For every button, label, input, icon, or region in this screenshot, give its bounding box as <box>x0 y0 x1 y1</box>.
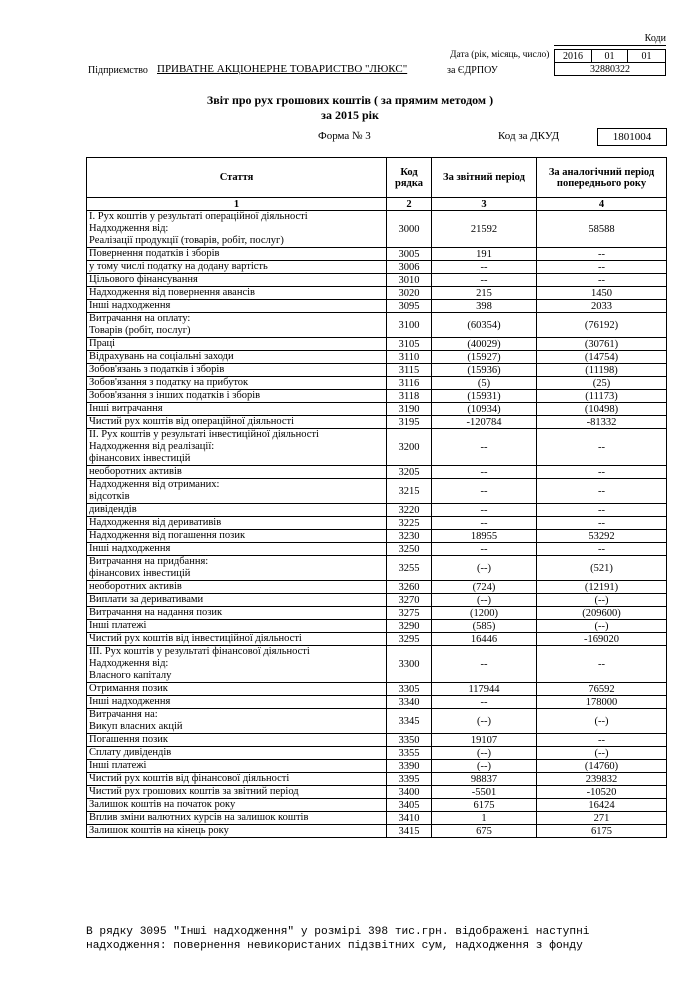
row-article <box>87 683 387 696</box>
row-current-value: -- <box>432 517 537 530</box>
row-code: 3215 <box>387 479 432 504</box>
table-row <box>87 338 667 351</box>
row-article <box>87 633 387 646</box>
row-previous-value: -- <box>537 734 667 747</box>
table-row <box>87 287 667 300</box>
row-code: 3116 <box>387 377 432 390</box>
report-title: Звіт про рух грошових коштів ( за прямим методом ) <box>206 93 494 107</box>
row-article <box>87 248 387 261</box>
row-article <box>87 479 387 504</box>
header-previous: За аналогічний період попереднього року <box>537 158 667 198</box>
row-previous-value: (--) <box>537 709 667 734</box>
row-article <box>87 556 387 581</box>
row-article-line: Надходження від отриманих: <box>89 479 220 490</box>
row-article <box>87 581 387 594</box>
table-row <box>87 517 667 530</box>
row-article-line: Реалізації продукції (товарів, робіт, послуг) <box>89 235 284 246</box>
row-current-value: 98837 <box>432 773 537 786</box>
table-row <box>87 556 667 581</box>
table-row <box>87 364 667 377</box>
table-row <box>87 709 667 734</box>
row-previous-value: 58588 <box>537 211 667 248</box>
row-current-value: (60354) <box>432 313 537 338</box>
row-code: 3095 <box>387 300 432 313</box>
enterprise-name: ПРИВАТНЕ АКЦІОНЕРНЕ ТОВАРИСТВО "ЛЮКС" <box>157 63 408 75</box>
row-previous-value: -- <box>537 429 667 466</box>
row-previous-value: -- <box>537 517 667 530</box>
row-code: 3115 <box>387 364 432 377</box>
row-previous-value: 16424 <box>537 799 667 812</box>
row-previous-value: 6175 <box>537 825 667 838</box>
row-current-value: 21592 <box>432 211 537 248</box>
row-code: 3200 <box>387 429 432 466</box>
row-previous-value: (30761) <box>537 338 667 351</box>
footnote-line-1: В рядку 3095 "Інші надходження" у розмірі 398 тис.грн. відображені наступні <box>86 926 590 938</box>
row-code: 3005 <box>387 248 432 261</box>
row-article <box>87 709 387 734</box>
row-article-line: Інші платежі <box>89 760 147 771</box>
row-article-line: Інші надходження <box>89 300 171 311</box>
row-code: 3225 <box>387 517 432 530</box>
dkud-value: 1801004 <box>597 128 667 146</box>
enterprise-label: Підприємство <box>88 65 148 76</box>
row-code: 3190 <box>387 403 432 416</box>
table-row <box>87 416 667 429</box>
row-code: 3340 <box>387 696 432 709</box>
row-article <box>87 211 387 248</box>
row-article <box>87 594 387 607</box>
table-row <box>87 429 667 466</box>
row-code: 3275 <box>387 607 432 620</box>
row-article-line: Залишок коштів на початок року <box>89 799 236 810</box>
row-previous-value: (209600) <box>537 607 667 620</box>
dkud-label: Код за ДКУД <box>498 130 560 142</box>
row-previous-value: (76192) <box>537 313 667 338</box>
row-current-value: (5) <box>432 377 537 390</box>
row-previous-value: 53292 <box>537 530 667 543</box>
row-current-value: 18955 <box>432 530 537 543</box>
row-article <box>87 377 387 390</box>
table-row <box>87 351 667 364</box>
col-number: 2 <box>387 198 432 211</box>
table-row <box>87 466 667 479</box>
row-article <box>87 466 387 479</box>
row-current-value: 1 <box>432 812 537 825</box>
row-current-value: (--) <box>432 594 537 607</box>
row-article <box>87 607 387 620</box>
table-row <box>87 390 667 403</box>
row-previous-value: (--) <box>537 594 667 607</box>
row-code: 3118 <box>387 390 432 403</box>
row-current-value: (724) <box>432 581 537 594</box>
row-article-line: Чистий рух коштів від операційної діяльності <box>89 416 295 427</box>
row-current-value: 215 <box>432 287 537 300</box>
row-article <box>87 287 387 300</box>
row-article-line: ІІІ. Рух коштів у результаті фінансової діяльності <box>89 646 310 657</box>
row-current-value: (585) <box>432 620 537 633</box>
row-code: 3195 <box>387 416 432 429</box>
form-number: Форма № 3 <box>318 130 371 142</box>
row-article-line: Витрачання на: <box>89 709 158 720</box>
row-code: 3110 <box>387 351 432 364</box>
row-article <box>87 812 387 825</box>
table-row <box>87 734 667 747</box>
row-previous-value: 76592 <box>537 683 667 696</box>
row-code: 3255 <box>387 556 432 581</box>
row-current-value: -120784 <box>432 416 537 429</box>
row-current-value: (--) <box>432 556 537 581</box>
row-previous-value: 239832 <box>537 773 667 786</box>
table-row <box>87 646 667 683</box>
row-current-value: (1200) <box>432 607 537 620</box>
row-article <box>87 403 387 416</box>
row-article-line: Надходження від повернення авансів <box>89 287 255 298</box>
row-current-value: -- <box>432 429 537 466</box>
row-article-line: Чистий рух коштів від інвестиційної діяльності <box>89 633 302 644</box>
date-year: 2016 <box>555 50 592 63</box>
row-previous-value: 1450 <box>537 287 667 300</box>
row-previous-value: -- <box>537 646 667 683</box>
row-current-value: -- <box>432 261 537 274</box>
row-article <box>87 696 387 709</box>
row-article <box>87 313 387 338</box>
header-code: Код рядка <box>387 158 432 198</box>
row-current-value: -- <box>432 543 537 556</box>
row-article-line: Зобов'язання з податку на прибуток <box>89 377 249 388</box>
codes-label: Коди <box>644 33 666 44</box>
row-previous-value: (14754) <box>537 351 667 364</box>
row-previous-value: -- <box>537 248 667 261</box>
row-previous-value: (11173) <box>537 390 667 403</box>
table-row <box>87 633 667 646</box>
row-article <box>87 825 387 838</box>
row-previous-value: -10520 <box>537 786 667 799</box>
row-previous-value: -- <box>537 479 667 504</box>
date-label: Дата (рік, місяць, число) <box>450 50 550 60</box>
row-article-line: Зобов'язання з інших податків і зборів <box>89 390 261 401</box>
row-code: 3395 <box>387 773 432 786</box>
row-current-value: -- <box>432 466 537 479</box>
row-article <box>87 773 387 786</box>
row-article-line: Надходження від реалізації: <box>89 441 215 452</box>
row-code: 3020 <box>387 287 432 300</box>
row-code: 3400 <box>387 786 432 799</box>
row-code: 3305 <box>387 683 432 696</box>
footnote-line-2: надходження: повернення невикористаних підзвітних сум, надходження з фонду <box>86 940 583 952</box>
row-current-value: 19107 <box>432 734 537 747</box>
row-current-value: 398 <box>432 300 537 313</box>
row-article-line: Повернення податків і зборів <box>89 248 220 259</box>
row-current-value: -- <box>432 504 537 517</box>
col-number: 3 <box>432 198 537 211</box>
row-article <box>87 429 387 466</box>
row-previous-value: -- <box>537 543 667 556</box>
row-article-line: Отримання позик <box>89 683 168 694</box>
row-previous-value: -- <box>537 466 667 479</box>
row-current-value: (15927) <box>432 351 537 364</box>
table-row <box>87 747 667 760</box>
row-current-value: 6175 <box>432 799 537 812</box>
row-article-line: Відрахувань на соціальні заходи <box>89 351 234 362</box>
table-row <box>87 504 667 517</box>
row-code: 3100 <box>387 313 432 338</box>
table-row <box>87 530 667 543</box>
row-article-line: ІІ. Рух коштів у результаті інвестиційної діяльності <box>89 429 319 440</box>
table-row <box>87 594 667 607</box>
row-article <box>87 390 387 403</box>
table-row <box>87 773 667 786</box>
table-row <box>87 799 667 812</box>
row-previous-value: (11198) <box>537 364 667 377</box>
row-code: 3270 <box>387 594 432 607</box>
row-article <box>87 543 387 556</box>
row-previous-value: 2033 <box>537 300 667 313</box>
row-current-value: -- <box>432 479 537 504</box>
edrpou-value: 32880322 <box>555 63 666 76</box>
row-code: 3000 <box>387 211 432 248</box>
header-article: Стаття <box>87 158 387 198</box>
row-article-line: Праці <box>89 338 116 349</box>
header-current: За звітний період <box>432 158 537 198</box>
row-code: 3415 <box>387 825 432 838</box>
row-article-line: Інші надходження <box>89 543 171 554</box>
row-article-line: Чистий рух грошових коштів за звітний період <box>89 786 299 797</box>
table-row <box>87 825 667 838</box>
row-article <box>87 300 387 313</box>
row-previous-value: -169020 <box>537 633 667 646</box>
table-row <box>87 248 667 261</box>
row-previous-value: (14760) <box>537 760 667 773</box>
row-article-line: Надходження від погашення позик <box>89 530 246 541</box>
row-current-value: 16446 <box>432 633 537 646</box>
row-code: 3230 <box>387 530 432 543</box>
row-current-value: -- <box>432 274 537 287</box>
row-current-value: (--) <box>432 760 537 773</box>
row-code: 3295 <box>387 633 432 646</box>
table-row <box>87 300 667 313</box>
date-month: 01 <box>592 50 628 63</box>
row-previous-value: -- <box>537 504 667 517</box>
cash-flow-table <box>86 157 667 838</box>
row-article-line: Залишок коштів на кінець року <box>89 825 229 836</box>
row-code: 3006 <box>387 261 432 274</box>
row-current-value: 191 <box>432 248 537 261</box>
table-row <box>87 479 667 504</box>
row-previous-value: -- <box>537 261 667 274</box>
table-row <box>87 543 667 556</box>
row-article <box>87 734 387 747</box>
row-code: 3345 <box>387 709 432 734</box>
table-row <box>87 211 667 248</box>
table-row <box>87 261 667 274</box>
row-article <box>87 786 387 799</box>
row-code: 3205 <box>387 466 432 479</box>
row-previous-value: (10498) <box>537 403 667 416</box>
row-article-line: Зобов'язань з податків і зборів <box>89 364 225 375</box>
row-current-value: (15931) <box>432 390 537 403</box>
report-period: за 2015 рік <box>321 108 379 122</box>
row-code: 3390 <box>387 760 432 773</box>
row-code: 3105 <box>387 338 432 351</box>
col-number: 1 <box>87 198 387 211</box>
row-article-line: Сплату дивідендів <box>89 747 172 758</box>
row-code: 3010 <box>387 274 432 287</box>
table-row <box>87 377 667 390</box>
row-article-line: Виплати за деривативами <box>89 594 204 605</box>
row-article <box>87 364 387 377</box>
row-code: 3250 <box>387 543 432 556</box>
row-code: 3405 <box>387 799 432 812</box>
col-number: 4 <box>537 198 667 211</box>
row-article <box>87 747 387 760</box>
table-row <box>87 607 667 620</box>
row-article-line: Товарів (робіт, послуг) <box>89 325 191 336</box>
row-article-line: Витрачання на надання позик <box>89 607 223 618</box>
row-previous-value: 178000 <box>537 696 667 709</box>
row-code: 3260 <box>387 581 432 594</box>
table-row <box>87 403 667 416</box>
row-current-value: (40029) <box>432 338 537 351</box>
row-article-line: фінансових інвестицій <box>89 453 191 464</box>
row-article-line: необоротних активів <box>89 581 182 592</box>
row-current-value: -- <box>432 646 537 683</box>
row-article-line: Викуп власних акцій <box>89 721 183 732</box>
row-previous-value: -- <box>537 274 667 287</box>
row-current-value: 117944 <box>432 683 537 696</box>
row-article-line: фінансових інвестицій <box>89 568 191 579</box>
row-article <box>87 338 387 351</box>
row-current-value: 675 <box>432 825 537 838</box>
row-article <box>87 620 387 633</box>
row-code: 3220 <box>387 504 432 517</box>
codes-divider <box>554 45 666 46</box>
table-row <box>87 786 667 799</box>
table-row <box>87 620 667 633</box>
row-article-line: Погашення позик <box>89 734 168 745</box>
row-current-value: -- <box>432 696 537 709</box>
row-code: 3355 <box>387 747 432 760</box>
table-row <box>87 313 667 338</box>
row-code: 3350 <box>387 734 432 747</box>
row-article <box>87 646 387 683</box>
table-row <box>87 683 667 696</box>
row-code: 3410 <box>387 812 432 825</box>
row-article <box>87 530 387 543</box>
date-day: 01 <box>628 50 666 63</box>
row-previous-value: 271 <box>537 812 667 825</box>
footnote <box>86 925 686 953</box>
row-article-line: Власного капіталу <box>89 670 172 681</box>
row-article-line: Надходження від деривативів <box>89 517 222 528</box>
row-article <box>87 504 387 517</box>
row-article <box>87 799 387 812</box>
row-article-line: необоротних активів <box>89 466 182 477</box>
row-article-line: Надходження від: <box>89 223 169 234</box>
row-article-line: Вплив зміни валютних курсів на залишок коштів <box>89 812 309 823</box>
row-previous-value: -81332 <box>537 416 667 429</box>
row-previous-value: (--) <box>537 747 667 760</box>
row-article-line: Інші платежі <box>89 620 147 631</box>
row-code: 3300 <box>387 646 432 683</box>
row-current-value: (15936) <box>432 364 537 377</box>
row-previous-value: (--) <box>537 620 667 633</box>
row-article-line: Цільового фінансування <box>89 274 198 285</box>
row-previous-value: (521) <box>537 556 667 581</box>
table-row <box>87 581 667 594</box>
row-current-value: -5501 <box>432 786 537 799</box>
row-article-line: відсотків <box>89 491 130 502</box>
row-article <box>87 274 387 287</box>
date-codes-table <box>554 49 666 76</box>
row-previous-value: (25) <box>537 377 667 390</box>
row-article <box>87 261 387 274</box>
row-article-line: Чистий рух коштів від фінансової діяльності <box>89 773 290 784</box>
row-article-line: дивідендів <box>89 504 137 515</box>
row-article <box>87 760 387 773</box>
row-article-line: Інші витрачання <box>89 403 163 414</box>
row-article-line: І. Рух коштів у результаті операційної діяльності <box>89 211 308 222</box>
row-current-value: (--) <box>432 709 537 734</box>
row-current-value: (10934) <box>432 403 537 416</box>
row-article-line: Витрачання на придбання: <box>89 556 209 567</box>
row-current-value: (--) <box>432 747 537 760</box>
row-article <box>87 517 387 530</box>
edrpou-label: за ЄДРПОУ <box>447 65 498 76</box>
table-row <box>87 696 667 709</box>
row-previous-value: (12191) <box>537 581 667 594</box>
row-article <box>87 416 387 429</box>
row-article-line: Інші надходження <box>89 696 171 707</box>
table-row <box>87 812 667 825</box>
row-article-line: Надходження від: <box>89 658 169 669</box>
table-row <box>87 760 667 773</box>
row-article <box>87 351 387 364</box>
row-code: 3290 <box>387 620 432 633</box>
table-row <box>87 274 667 287</box>
row-article-line: у тому числі податку на додану вартість <box>89 261 268 272</box>
row-article-line: Витрачання на оплату: <box>89 313 191 324</box>
